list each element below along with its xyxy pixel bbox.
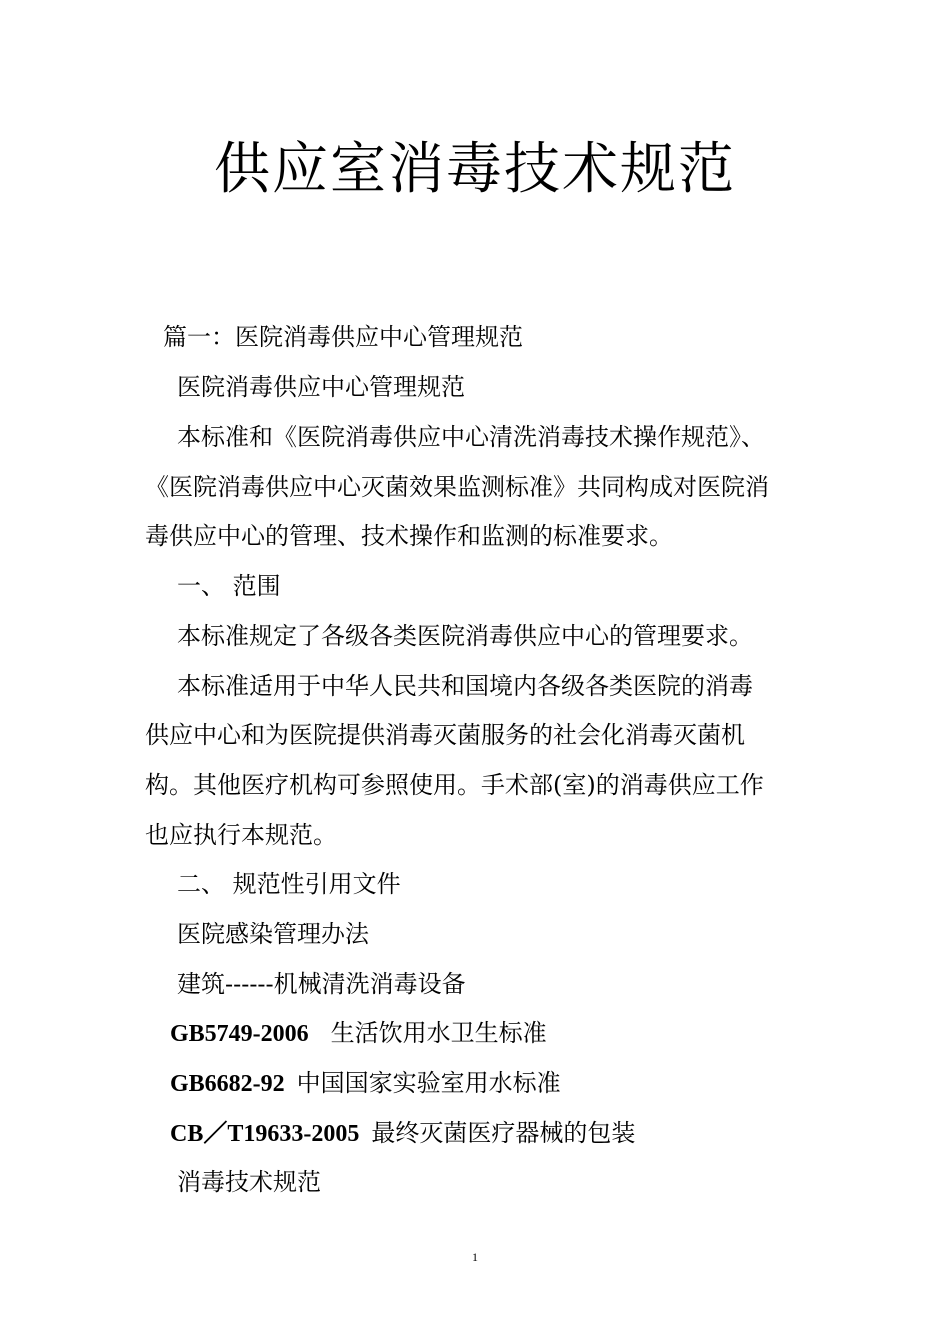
- paragraph-line: 毒供应中心的管理、技术操作和监测的标准要求。: [145, 522, 673, 550]
- section-heading: 篇一：医院消毒供应中心管理规范: [163, 323, 523, 351]
- standard-reference: [170, 1018, 850, 1049]
- standard-name: 最终灭菌医疗器械的包装: [371, 1119, 636, 1147]
- standard-name: 中国国家实验室用水标准: [296, 1069, 561, 1097]
- paragraph-line: 供应中心和为医院提供消毒灭菌服务的社会化消毒灭菌机: [145, 721, 745, 749]
- reference-item: 消毒技术规范: [177, 1168, 321, 1196]
- standard-code: GB5749-2006: [170, 1021, 309, 1047]
- paragraph-line: 《医院消毒供应中心灭菌效果监测标准》共同构成对医院消: [145, 473, 769, 501]
- standard-reference: [170, 1068, 850, 1099]
- section-heading-scope: 一、 范围: [177, 572, 281, 600]
- subtitle-line: 医院消毒供应中心管理规范: [177, 373, 465, 401]
- standard-name: 生活饮用水卫生标准: [330, 1019, 547, 1047]
- standard-reference: [170, 1118, 850, 1149]
- paragraph-line: 也应执行本规范。: [145, 821, 337, 849]
- section-heading-references: 二、 规范性引用文件: [177, 870, 401, 898]
- paragraph-line: 本标准规定了各级各类医院消毒供应中心的管理要求。: [177, 622, 753, 650]
- reference-item: 建筑------机械清洗消毒设备: [177, 970, 466, 998]
- paragraph-line: 构。其他医疗机构可参照使用。手术部(室)的消毒供应工作: [145, 771, 764, 799]
- standard-code: CB／T19633-2005: [170, 1121, 360, 1147]
- standard-code: GB6682-92: [170, 1071, 285, 1097]
- page-number: 1: [472, 1250, 478, 1264]
- paragraph-line: 本标准和《医院消毒供应中心清洗消毒技术操作规范》、: [177, 423, 765, 451]
- document-title: 供应室消毒技术规范: [214, 137, 736, 202]
- reference-item: 医院感染管理办法: [177, 920, 369, 948]
- paragraph-line: 本标准适用于中华人民共和国境内各级各类医院的消毒: [177, 672, 753, 700]
